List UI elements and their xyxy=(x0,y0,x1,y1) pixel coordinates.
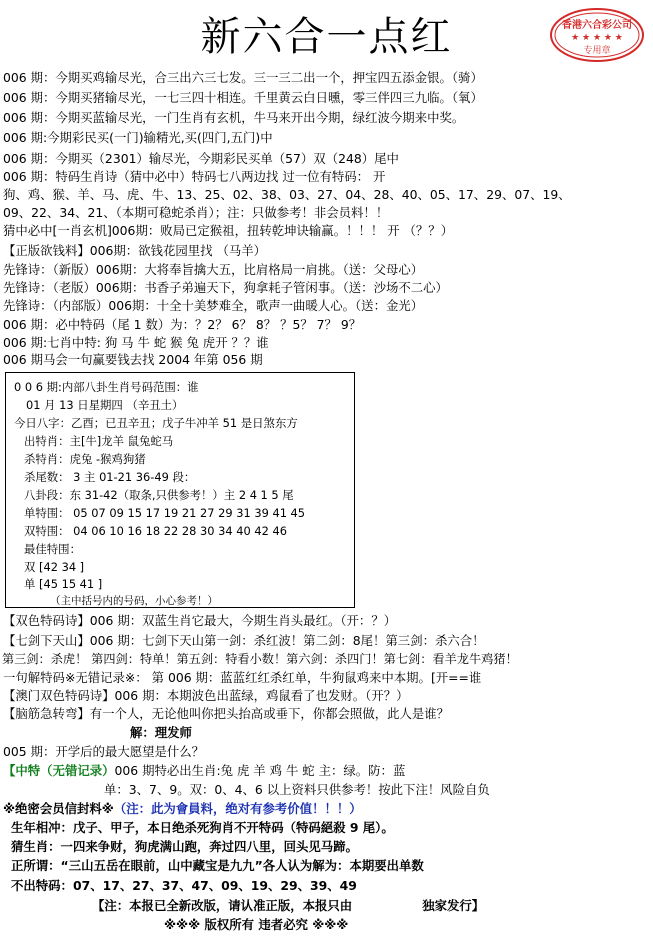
line-13: 先锋诗：（内部版）006期：十全十美梦难全，歌声一曲暖人心。（送：金光） xyxy=(3,298,424,313)
box-line-13: （主中括号内的号码，小心参考！） xyxy=(50,595,218,607)
line-m7: 解：理发师 xyxy=(130,725,192,740)
line-11: 先锋诗：（新版）006期：大将奉旨擒大五，比肩格局一肩挑。（送：父母心） xyxy=(3,262,424,277)
line-5: 006 期：今期买（2301）输尽光，今期彩民买单（57）双（248）尾中 xyxy=(3,151,399,166)
line-6: 006 期：特码生肖诗（猜中必中）特码七八两边找 过一位有特码： 开 xyxy=(3,169,386,184)
box-line-5: 杀特肖：虎兔 -猴鸡狗猪 xyxy=(24,452,146,466)
box-line-7: 八卦段：东 31-42（取条,只供参考！）主 2 4 1 5 尾 xyxy=(24,488,294,502)
line-m16 xyxy=(92,897,484,914)
line-m9-tag: 【中特（无错记录） xyxy=(3,763,115,778)
line-m11-label: ※绝密会员信封料※ xyxy=(3,801,114,816)
line-m16-b: 独家发行】 xyxy=(422,898,485,913)
box-line-4: 出特肖：主[牛]龙羊 鼠兔蛇马 xyxy=(24,434,174,448)
line-m1: 【双色特码诗】006 期：双蓝生肖它最大，今期生肖头最红。（开：？） xyxy=(3,613,397,628)
box-line-3: 今日八字：乙酉；已丑辛丑；戊子牛冲羊 51 是日煞东方 xyxy=(14,416,298,430)
line-m16-a: 【注：本报已全新改版，请认准正版，本报只由 xyxy=(92,898,353,913)
box-line-10: 最佳特围： xyxy=(24,542,81,556)
line-3: 006 期：今期买蓝输尽光，一门生肖有玄机，牛马来开出今期，绿红波今期来中奖。 xyxy=(3,110,465,125)
line-1: 006 期：今期买鸡输尽光，合三出六三七发。三一三二出一个，押宝四五添金银。（骑） xyxy=(3,70,483,85)
line-m4: 一句解特码※无错记录※： 第 006 期：蓝蓝红红杀红单，牛狗鼠鸡来中本期。[开==谁 xyxy=(3,670,482,685)
line-m9 xyxy=(3,762,405,779)
line-m13: 猜生肖：一四来争财，狗虎满山跑，奔过四八里，回头见马蹄。 xyxy=(11,839,358,854)
line-m8: 005 期：开学后的最大愿望是什么？ xyxy=(3,744,205,759)
line-4: 006 期:今期彩民买(一门)输精光,买(四门,五门)中 xyxy=(3,130,273,145)
line-7: 狗、鸡、猴、羊、马、虎、牛、13、25、02、38、03、27、04、28、40、05、17、29、07、19、 xyxy=(3,187,571,202)
line-m17: ※※※ 版权所有 违者必究 ※※※ xyxy=(164,917,349,932)
line-m9-text: 006 期特必出生肖:兔 虎 羊 鸡 牛 蛇 主：绿。防：蓝 xyxy=(114,763,406,778)
line-m15: 不出特码：07、17、27、37、47、09、19、29、39、49 xyxy=(11,878,357,893)
box-line-8: 单特围： 05 07 09 15 17 19 21 27 29 31 39 41 45 xyxy=(24,506,306,520)
line-m3: 第三剑：杀虎！ 第四剑：特单！第五剑：特看小数！第六剑：杀四门！第七剑：看羊龙牛鸡猪！ xyxy=(2,652,518,666)
box-line-1: 0 0 6 期:内部八卦生肖号码范围：谁 xyxy=(14,380,199,394)
line-12: 先锋诗：（老版）006期：书香子弟遍天下，狗拿耗子管闲事。（送：沙场不二心） xyxy=(3,280,448,295)
line-m12: 生年相冲：戊子、甲子，本日绝杀死狗肖不开特码（特码絕殺 9 尾）。 xyxy=(11,820,394,835)
line-m11 xyxy=(3,800,362,817)
company-seal-stamp xyxy=(548,6,646,64)
svg-text:专用章: 专用章 xyxy=(583,46,611,56)
line-m11-note: （注：此为會員料，绝对有参考价值！！！） xyxy=(113,801,362,816)
box-line-2: 01 月 13 日星期四 （辛丑土） xyxy=(26,398,184,412)
line-m14: 正所谓：“三山五岳在眼前，山中藏宝是九九”各人认为解为：本期要出单数 xyxy=(11,858,424,873)
line-8: 09、22、34、21、（本期可稳蛇杀肖）；注：只做参考！非会员料！！ xyxy=(3,205,389,220)
line-2: 006 期：今期买猪输尽光，一七三四十相连。千里黄云白日曛，零三伴四三九临。（氧） xyxy=(3,90,483,105)
bagua-number-box xyxy=(5,372,355,608)
line-14: 006 期：必中特码（尾 1 数）为：？2？ 6？ 8？ ？5？ 7？ 9？ xyxy=(3,317,362,332)
box-line-11: 双 [42 34 ] xyxy=(24,560,85,574)
line-15: 006 期:七肖中特: 狗 马 牛 蛇 猴 兔 虎开 ？？谁 xyxy=(3,335,269,350)
box-line-6: 杀尾数： 3 主 01-21 36-49 段： xyxy=(24,470,196,484)
line-m2: 【七剑下天山】006 期：七剑下天山第一剑：杀红波！第二剑：8尾！第三剑：杀六合！ xyxy=(3,633,485,648)
line-m10: 单：3、7、9。双：0、4、6 以上资料只供参考！按此下注！风险自负 xyxy=(104,782,490,797)
line-10: 【正版欲钱料】006期：欲钱花园里找 （马羊） xyxy=(3,243,267,258)
line-m6: 【脑筋急转弯】有一个人，无论他叫你把头抬高或垂下，你都会照做，此人是谁？ xyxy=(3,706,450,721)
line-16: 006 期马会一句赢要钱去找 2004 年第 056 期 xyxy=(3,352,263,367)
line-m5: 【澳门双色特码诗】006 期：本期波色出蓝绿，鸡鼠看了也发财。（开？） xyxy=(3,688,409,703)
page-title: 新六合一点红 xyxy=(200,14,453,60)
svg-text:香港六合彩公司: 香港六合彩公司 xyxy=(562,20,632,31)
box-line-12: 单 [45 15 41 ] xyxy=(24,577,103,591)
svg-text:★ ★ ★ ★ ★: ★ ★ ★ ★ ★ xyxy=(571,33,623,43)
line-9: 猜中必中[一肖玄机]006期：败局已定猴祖，扭转乾坤诀输赢。！！！ 开 （？？） xyxy=(3,223,454,238)
box-line-9: 双特围： 04 06 10 16 18 22 28 30 34 40 42 46 xyxy=(24,524,287,538)
